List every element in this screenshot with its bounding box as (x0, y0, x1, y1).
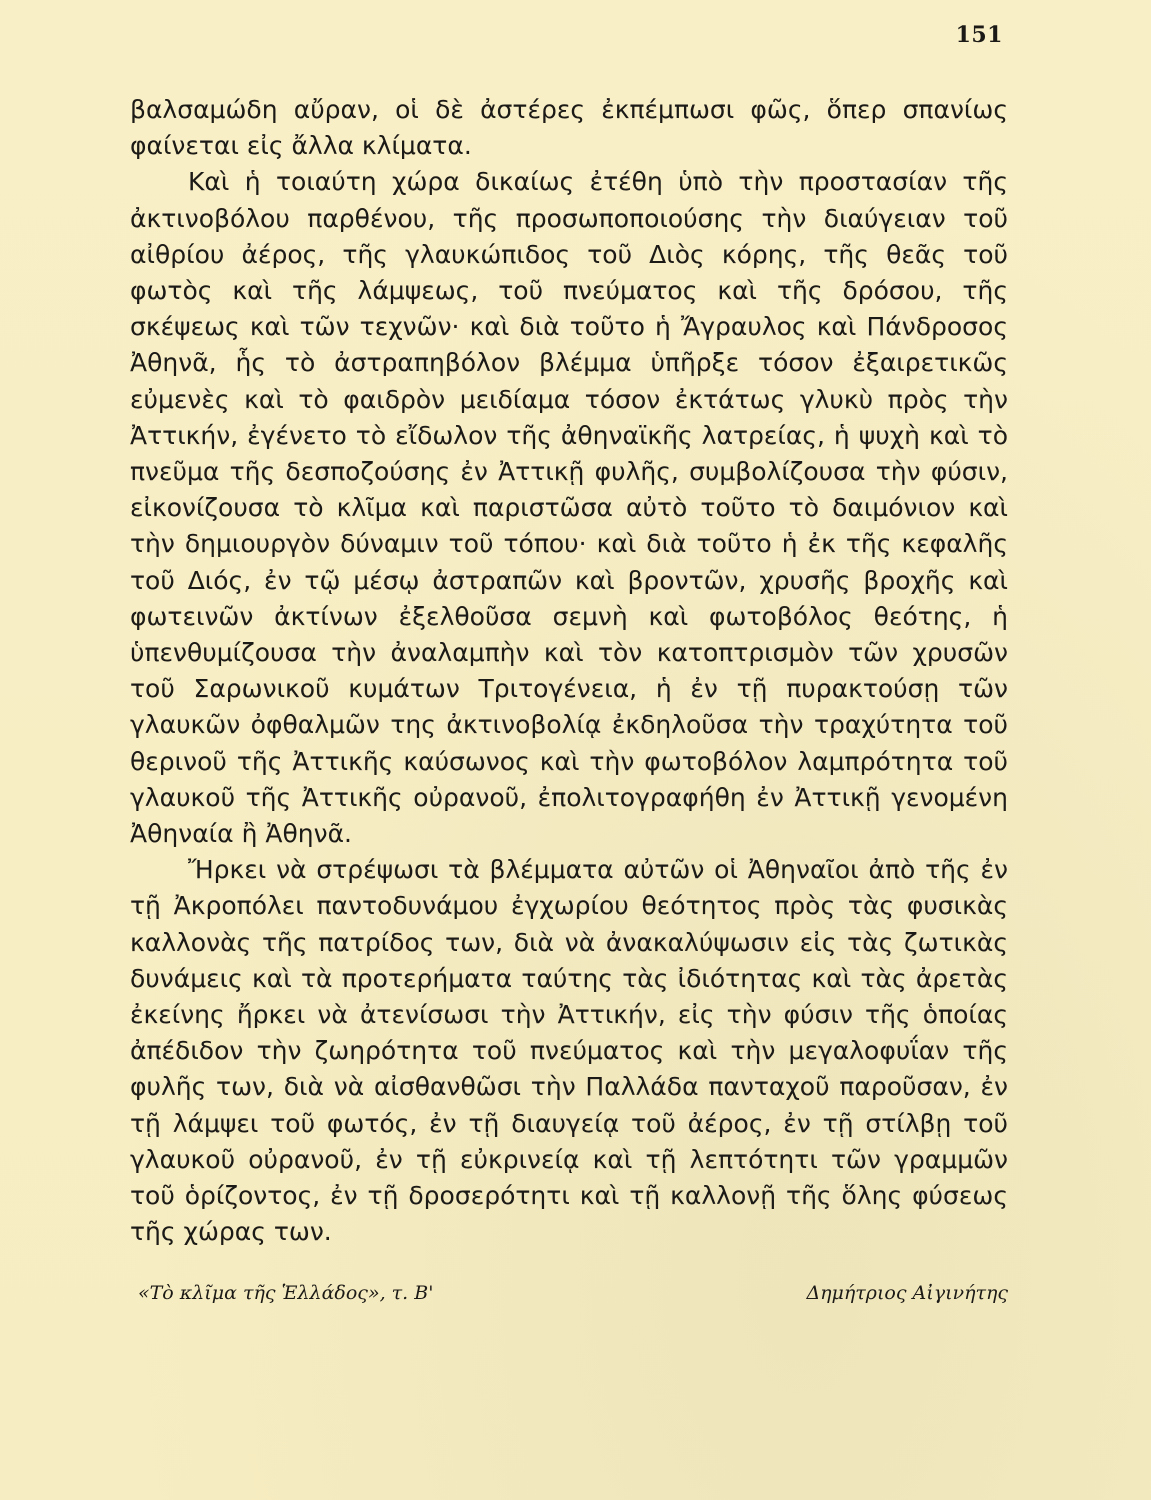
citation-source: «Τὸ κλῖμα τῆς Ἑλλάδος», τ. Β' (138, 1282, 434, 1304)
citation-author: Δημήτριος Αἰγινήτης (806, 1282, 1008, 1304)
paragraph-continuation: βαλσαμώδη αὔραν, οἱ δὲ ἀστέρες ἐκπέμπωσι φῶς, ὅπερ σπανίως φαίνεται εἰς ἄλλα κλίματα. (130, 95, 1008, 161)
page-number: 151 (955, 22, 1003, 48)
paragraph: Καὶ ἡ τοιαύτη χώρα δικαίως ἐτέθη ὑπὸ τὴν προστασίαν τῆς ἀκτινοβόλου παρθένου, τῆς προσωποποιούσης τὴν διαύγειαν τοῦ αἰθρίου ἀέρος, τῆς γλαυκώπιδος τοῦ Διὸς κόρης, τῆς θεᾶς τοῦ φωτὸς καὶ τῆς λάμψεως, τοῦ πνεύματος καὶ τῆς δρόσου, τῆς σκέψεως καὶ τῶν τεχνῶν· καὶ διὰ τοῦτο ἡ Ἄγραυλος καὶ Πάνδροσος Ἀθηνᾶ, ἧς τὸ ἀστραπηβόλον βλέμμα ὑπῆρξε τόσον ἐξαιρετικῶς εὐμενὲς καὶ τὸ φαιδρὸν μειδίαμα τόσον ἐκτάτως γλυκὺ πρὸς τὴν Ἀττικήν, ἐγένετο τὸ εἴδωλον τῆς ἀθηναϊκῆς λατρείας, ἡ ψυχὴ καὶ τὸ πνεῦμα τῆς δεσποζούσης ἐν Ἀττικῇ φυλῆς, συμβολίζουσα τὴν φύσιν, εἰκονίζουσα τὸ κλῖμα καὶ παριστῶσα αὐτὸ τοῦτο τὸ δαιμόνιον καὶ τὴν δημιουργὸν δύναμιν τοῦ τόπου· καὶ διὰ τοῦτο ἡ ἐκ τῆς κεφαλῆς τοῦ Διός, ἐν τῷ μέσῳ ἀστραπῶν καὶ βροντῶν, χρυσῆς βροχῆς καὶ φωτεινῶν ἀκτίνων ἐξελθοῦσα σεμνὴ καὶ φωτοβόλος θεότης, ἡ ὑπενθυμίζουσα τὴν ἀναλαμπὴν καὶ τὸν κατοπτρισμὸν τῶν χρυσῶν τοῦ Σαρωνικοῦ κυμάτων Τριτογένεια, ἡ ἐν τῇ πυρακτούσῃ τῶν γλαυκῶν ὀφθαλμῶν της ἀκτινοβολίᾳ ἐκδηλοῦσα τὴν τραχύτητα τοῦ θερινοῦ τῆς Ἀττικῆς καύσωνος καὶ τὴν φωτοβόλον λαμπρότητα τοῦ γλαυκοῦ τῆς Ἀττικῆς οὐρανοῦ, ἐπολιτογραφήθη ἐν Ἀττικῇ γενομένη Ἀθηναία ἢ Ἀθηνᾶ. (130, 167, 1008, 849)
paragraph: Ἤρκει νὰ στρέψωσι τὰ βλέμματα αὐτῶν οἱ Ἀθηναῖοι ἀπὸ τῆς ἐν τῇ Ἀκροπόλει παντοδυνάμου ἐγχωρίου θεότητος πρὸς τὰς φυσικὰς καλλονὰς τῆς πατρίδος των, διὰ νὰ ἀνακαλύψωσιν εἰς τὰς ζωτικὰς δυνάμεις καὶ τὰ προτερήματα ταύτης τὰς ἰδιότητας καὶ τὰς ἀρετὰς ἐκείνης ἤρκει νὰ ἀτενίσωσι τὴν Ἀττικήν, εἰς τὴν φύσιν τῆς ὁποίας ἀπέδιδον τὴν ζωηρότητα τοῦ πνεύματος καὶ τὴν μεγαλοφυΐαν τῆς φυλῆς των, διὰ νὰ αἰσθανθῶσι τὴν Παλλάδα πανταχοῦ παροῦσαν, ἐν τῇ λάμψει τοῦ φωτός, ἐν τῇ διαυγείᾳ τοῦ ἀέρος, ἐν τῇ στίλβῃ τοῦ γλαυκοῦ οὐρανοῦ, ἐν τῇ εὐκρινείᾳ καὶ τῇ λεπτότητι τῶν γραμμῶν τοῦ ὁρίζοντος, ἐν τῇ δροσερότητι καὶ τῇ καλλονῇ τῆς ὅλης φύσεως τῆς χώρας των. (130, 855, 1008, 1247)
body-text (130, 92, 1008, 1251)
